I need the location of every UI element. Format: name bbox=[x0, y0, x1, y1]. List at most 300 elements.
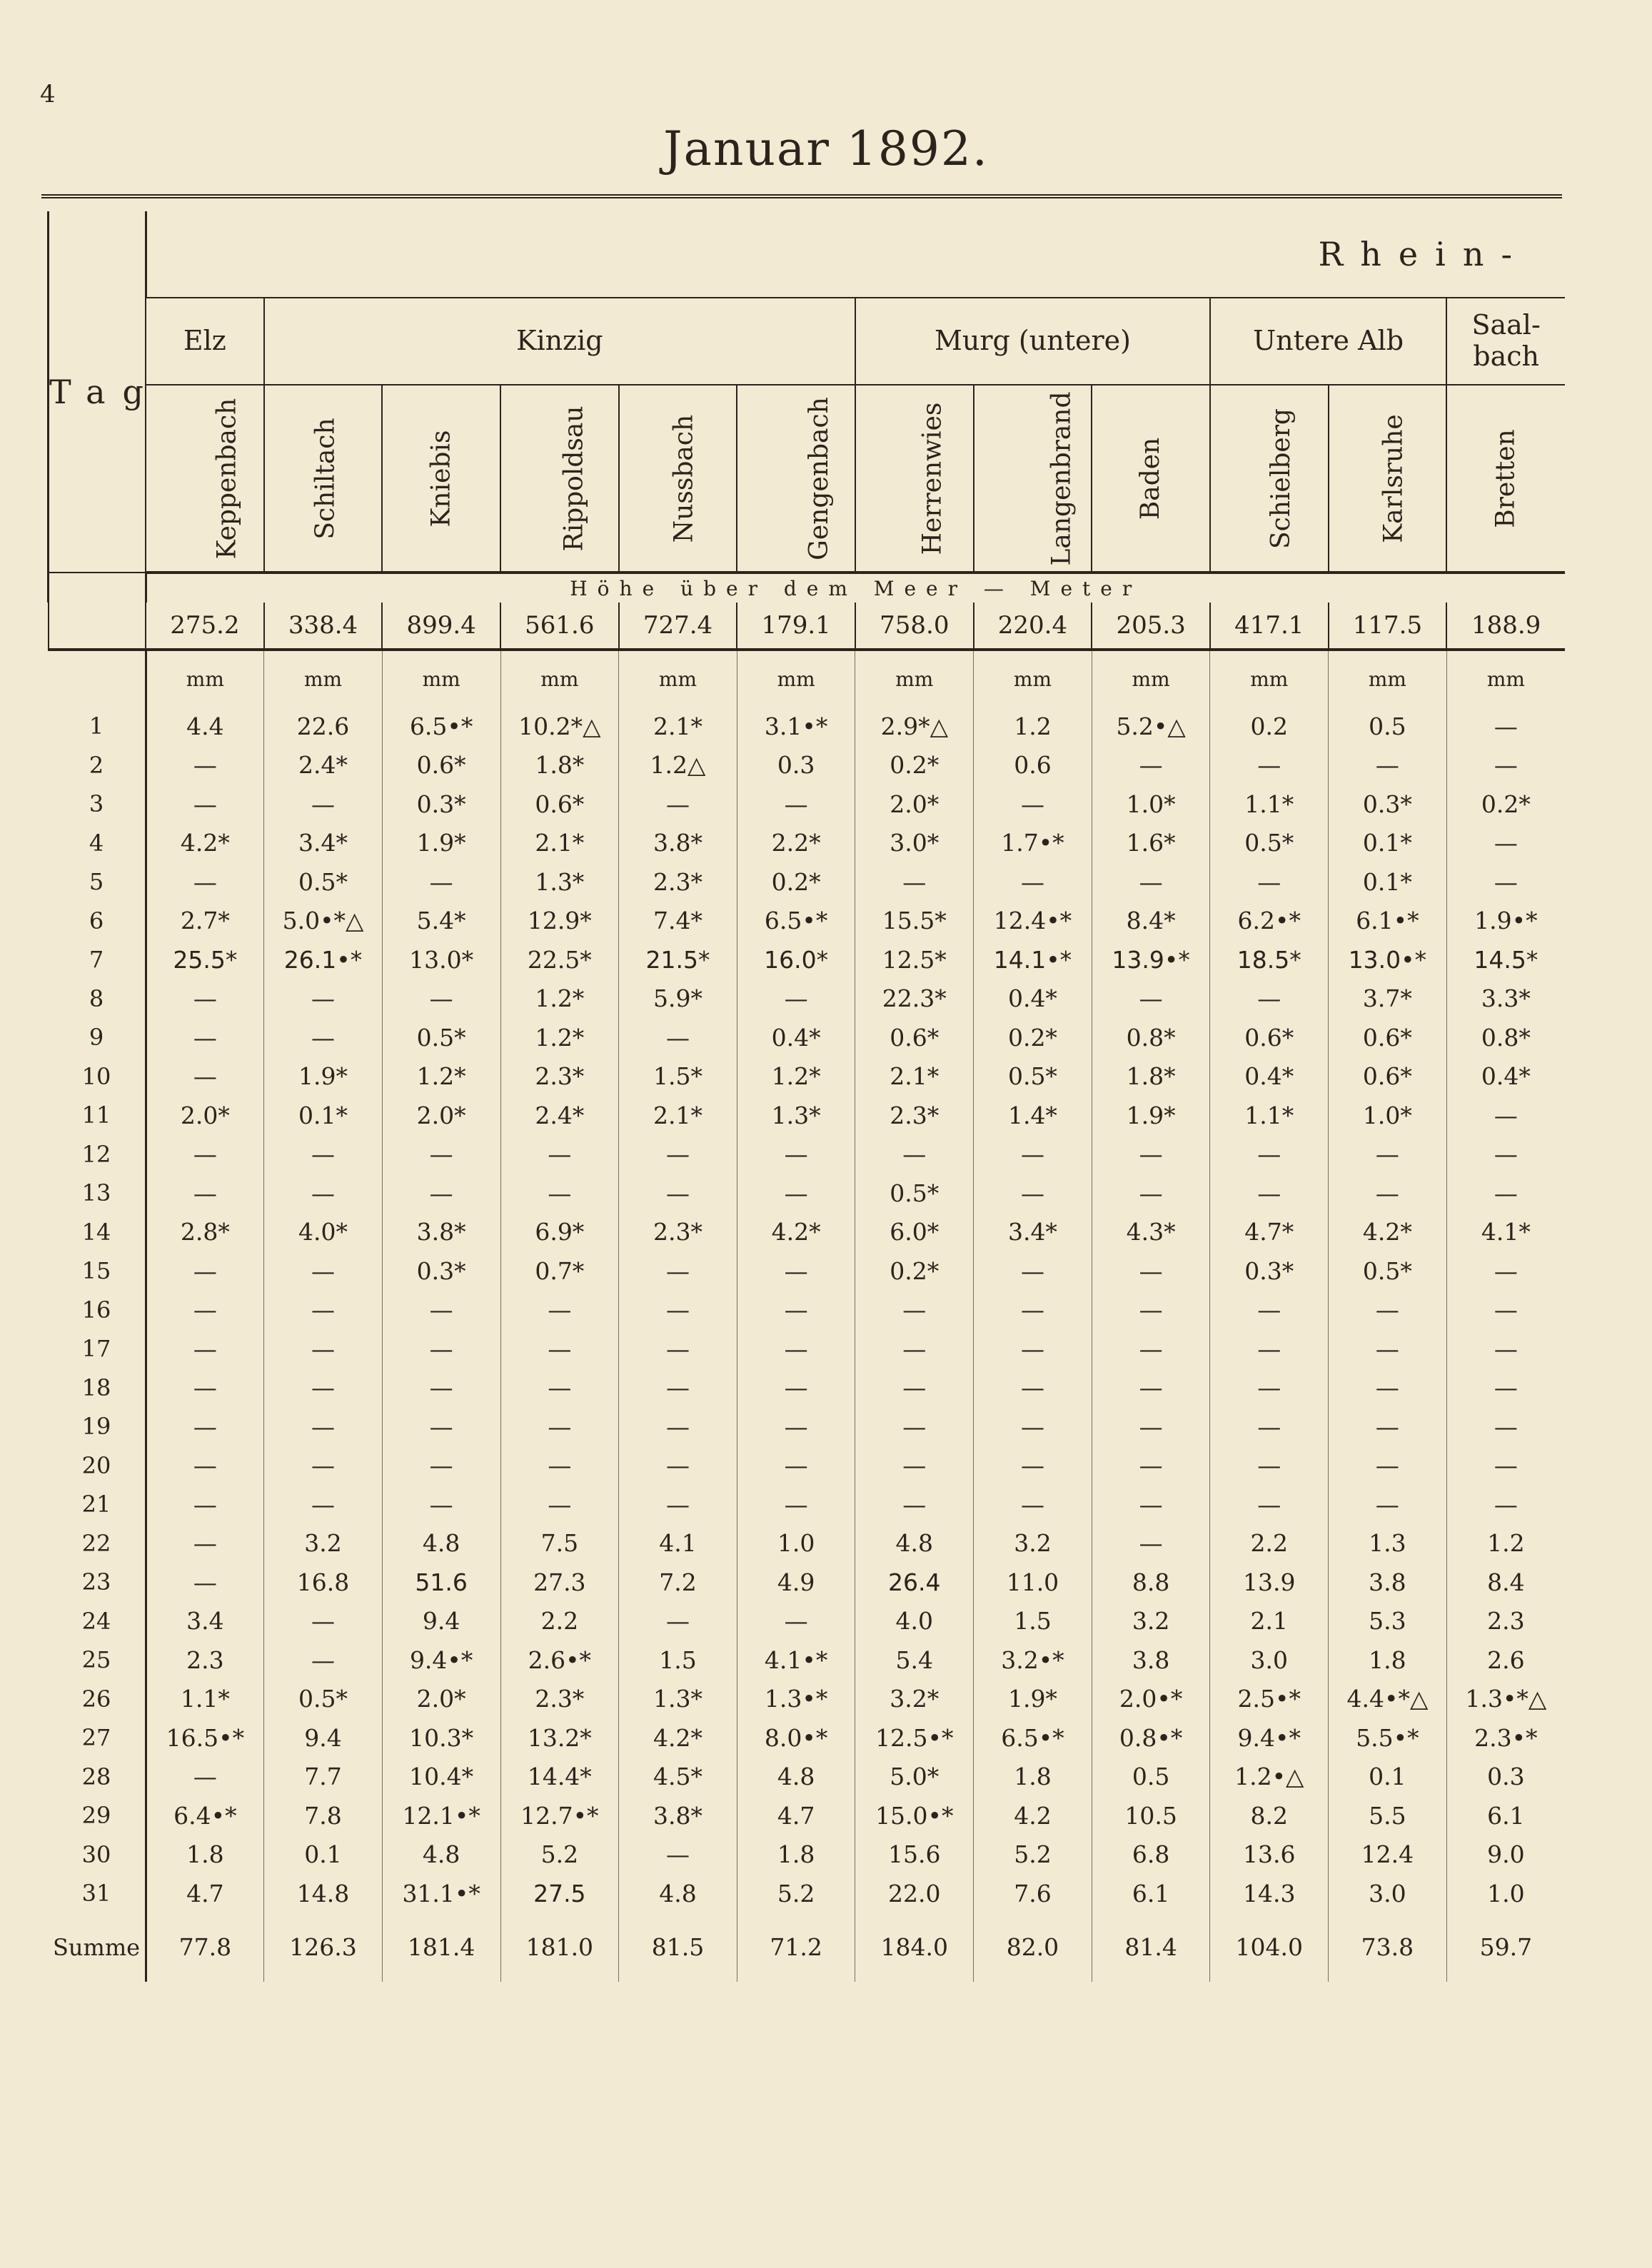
precipitation-table bbox=[47, 211, 1565, 1982]
value-cell: 1.2 bbox=[1446, 1524, 1565, 1563]
value-cell: 0.5* bbox=[264, 1680, 383, 1719]
value-cell: — bbox=[1092, 862, 1210, 902]
value-cell: — bbox=[264, 1135, 383, 1174]
value-cell: 0.6 bbox=[974, 746, 1092, 785]
altitude-cell: 117.5 bbox=[1329, 603, 1447, 650]
value-cell: 0.3* bbox=[1329, 785, 1447, 824]
value-cell: 10.4* bbox=[382, 1758, 500, 1797]
table-row bbox=[49, 1874, 1566, 1913]
value-cell: 2.1 bbox=[1210, 1602, 1329, 1641]
value-cell: 1.3•* bbox=[737, 1680, 855, 1719]
value-cell: 4.2* bbox=[1329, 1213, 1447, 1252]
value-cell: 0.2* bbox=[974, 1018, 1092, 1057]
value-cell: 0.6* bbox=[855, 1018, 974, 1057]
value-cell: 1.0* bbox=[1329, 1096, 1447, 1135]
day-number: 25 bbox=[49, 1640, 146, 1680]
value-cell: — bbox=[382, 1174, 500, 1213]
table-row bbox=[49, 1524, 1566, 1563]
summe-cell: 82.0 bbox=[974, 1913, 1092, 1982]
value-cell: 5.2 bbox=[974, 1835, 1092, 1875]
value-cell: 4.1•* bbox=[737, 1640, 855, 1680]
day-number: 23 bbox=[49, 1563, 146, 1602]
altitude-cell: 179.1 bbox=[737, 603, 855, 650]
value-cell: — bbox=[619, 1407, 737, 1446]
value-cell: 27.5 bbox=[500, 1874, 619, 1913]
station-header bbox=[382, 385, 500, 573]
value-cell: 1.0* bbox=[1092, 785, 1210, 824]
value-cell: — bbox=[737, 1329, 855, 1369]
value-cell: 8.4 bbox=[1446, 1563, 1565, 1602]
day-number: 24 bbox=[49, 1602, 146, 1641]
value-cell: 13.2* bbox=[500, 1718, 619, 1758]
tag-header: Tag bbox=[49, 211, 146, 573]
value-cell: 3.2* bbox=[855, 1680, 974, 1719]
value-cell: — bbox=[619, 1485, 737, 1524]
value-cell: 6.1 bbox=[1092, 1874, 1210, 1913]
value-cell: — bbox=[146, 1291, 264, 1330]
value-cell: — bbox=[974, 785, 1092, 824]
day-number: 5 bbox=[49, 862, 146, 902]
day-number: 15 bbox=[49, 1251, 146, 1291]
table-row bbox=[49, 1796, 1566, 1835]
altitude-cell: 188.9 bbox=[1446, 603, 1565, 650]
unit-cell: mm bbox=[146, 650, 264, 707]
value-cell: — bbox=[1092, 1446, 1210, 1486]
value-cell: — bbox=[146, 1485, 264, 1524]
value-cell: 3.8* bbox=[382, 1213, 500, 1252]
value-cell: 3.8* bbox=[619, 824, 737, 863]
value-cell: 2.8* bbox=[146, 1213, 264, 1252]
value-cell: — bbox=[1092, 979, 1210, 1019]
value-cell: — bbox=[146, 1369, 264, 1408]
summe-cell: 184.0 bbox=[855, 1913, 974, 1982]
value-cell: 1.4* bbox=[974, 1096, 1092, 1135]
value-cell: 4.1 bbox=[619, 1524, 737, 1563]
unit-cell: mm bbox=[1092, 650, 1210, 707]
table-row bbox=[49, 1018, 1566, 1057]
table-row bbox=[49, 1135, 1566, 1174]
value-cell: — bbox=[146, 1407, 264, 1446]
station-header bbox=[619, 385, 737, 573]
unit-cell: mm bbox=[737, 650, 855, 707]
value-cell: 7.6 bbox=[974, 1874, 1092, 1913]
value-cell: 1.8* bbox=[500, 746, 619, 785]
day-number: 14 bbox=[49, 1213, 146, 1252]
day-number: 29 bbox=[49, 1796, 146, 1835]
value-cell: 6.5•* bbox=[974, 1718, 1092, 1758]
summe-cell: 181.4 bbox=[382, 1913, 500, 1982]
day-number: 9 bbox=[49, 1018, 146, 1057]
value-cell: 2.0* bbox=[382, 1680, 500, 1719]
day-number: 11 bbox=[49, 1096, 146, 1135]
value-cell: 4.8 bbox=[619, 1874, 737, 1913]
value-cell: — bbox=[1210, 1446, 1329, 1486]
value-cell: — bbox=[1210, 1329, 1329, 1369]
page-number: 4 bbox=[40, 80, 56, 109]
value-cell: 1.3* bbox=[619, 1680, 737, 1719]
value-cell: — bbox=[146, 1251, 264, 1291]
value-cell: 2.4* bbox=[264, 746, 383, 785]
altitude-cell: 899.4 bbox=[382, 603, 500, 650]
value-cell: 12.4•* bbox=[974, 902, 1092, 941]
summe-cell: 104.0 bbox=[1210, 1913, 1329, 1982]
value-cell: 0.7* bbox=[500, 1251, 619, 1291]
value-cell: — bbox=[619, 1018, 737, 1057]
value-cell: 14.8 bbox=[264, 1874, 383, 1913]
value-cell: 12.5•* bbox=[855, 1718, 974, 1758]
value-cell: — bbox=[619, 1135, 737, 1174]
value-cell: — bbox=[855, 1329, 974, 1369]
value-cell: — bbox=[1092, 1524, 1210, 1563]
value-cell: — bbox=[382, 979, 500, 1019]
value-cell: 10.2*△ bbox=[500, 707, 619, 746]
unit-row bbox=[49, 650, 1566, 707]
value-cell: 3.8 bbox=[1329, 1563, 1447, 1602]
value-cell: 14.4* bbox=[500, 1758, 619, 1797]
value-cell: 5.2 bbox=[500, 1835, 619, 1875]
value-cell: — bbox=[1210, 1485, 1329, 1524]
value-cell: — bbox=[974, 1407, 1092, 1446]
value-cell: 12.7•* bbox=[500, 1796, 619, 1835]
value-cell: 15.5* bbox=[855, 902, 974, 941]
value-cell: 2.0* bbox=[855, 785, 974, 824]
value-cell: 4.2* bbox=[146, 824, 264, 863]
value-cell: 1.8 bbox=[146, 1835, 264, 1875]
value-cell: — bbox=[1329, 1174, 1447, 1213]
value-cell: 2.3 bbox=[146, 1640, 264, 1680]
value-cell: 2.4* bbox=[500, 1096, 619, 1135]
hoehe-label: Höhe über dem Meer — Meter bbox=[146, 573, 1565, 603]
value-cell: — bbox=[1446, 1407, 1565, 1446]
value-cell: 1.9* bbox=[264, 1057, 383, 1097]
value-cell: 2.0•* bbox=[1092, 1680, 1210, 1719]
station-header bbox=[1210, 385, 1329, 573]
value-cell: — bbox=[619, 1446, 737, 1486]
value-cell: — bbox=[382, 1329, 500, 1369]
table-row bbox=[49, 862, 1566, 902]
value-cell: 1.2* bbox=[500, 1018, 619, 1057]
value-cell: 4.7 bbox=[146, 1874, 264, 1913]
value-cell: 2.0* bbox=[382, 1096, 500, 1135]
station-name: Bretten bbox=[1491, 428, 1521, 528]
value-cell: 4.9 bbox=[737, 1563, 855, 1602]
value-cell: — bbox=[146, 1329, 264, 1369]
value-cell: 3.4 bbox=[146, 1602, 264, 1641]
value-cell: — bbox=[1446, 746, 1565, 785]
value-cell: 1.8 bbox=[1329, 1640, 1447, 1680]
value-cell: — bbox=[737, 785, 855, 824]
value-cell: 0.1* bbox=[1329, 862, 1447, 902]
value-cell: — bbox=[619, 1329, 737, 1369]
table-row bbox=[49, 1057, 1566, 1097]
value-cell: 7.5 bbox=[500, 1524, 619, 1563]
day-number: 26 bbox=[49, 1680, 146, 1719]
altitude-cell: 275.2 bbox=[146, 603, 264, 650]
value-cell: 1.2•△ bbox=[1210, 1758, 1329, 1797]
value-cell: 7.2 bbox=[619, 1563, 737, 1602]
value-cell: — bbox=[737, 1135, 855, 1174]
value-cell: 5.3 bbox=[1329, 1602, 1447, 1641]
value-cell: 4.2* bbox=[737, 1213, 855, 1252]
value-cell: — bbox=[146, 1057, 264, 1097]
station-name: Schielberg bbox=[1266, 408, 1296, 549]
value-cell: 1.1* bbox=[1210, 1096, 1329, 1135]
value-cell: — bbox=[974, 1329, 1092, 1369]
value-cell: — bbox=[146, 1446, 264, 1486]
value-cell: — bbox=[500, 1407, 619, 1446]
day-number: 3 bbox=[49, 785, 146, 824]
value-cell: — bbox=[1210, 1369, 1329, 1408]
value-cell: 3.0 bbox=[1210, 1640, 1329, 1680]
value-cell: — bbox=[1446, 1485, 1565, 1524]
value-cell: — bbox=[264, 1018, 383, 1057]
value-cell: 6.8 bbox=[1092, 1835, 1210, 1875]
value-cell: 1.3* bbox=[737, 1096, 855, 1135]
station-header bbox=[974, 385, 1092, 573]
day-number: 6 bbox=[49, 902, 146, 941]
value-cell: 0.3 bbox=[1446, 1758, 1565, 1797]
value-cell: 3.2•* bbox=[974, 1640, 1092, 1680]
value-cell: 27.3 bbox=[500, 1563, 619, 1602]
value-cell: — bbox=[146, 746, 264, 785]
table-row bbox=[49, 746, 1566, 785]
day-number: 27 bbox=[49, 1718, 146, 1758]
value-cell: 2.3* bbox=[500, 1057, 619, 1097]
value-cell: 4.4 bbox=[146, 707, 264, 746]
value-cell: 3.0 bbox=[1329, 1874, 1447, 1913]
value-cell: 8.2 bbox=[1210, 1796, 1329, 1835]
value-cell: — bbox=[974, 1369, 1092, 1408]
value-cell: 2.1* bbox=[855, 1057, 974, 1097]
value-cell: — bbox=[1446, 862, 1565, 902]
value-cell: — bbox=[146, 1758, 264, 1797]
value-cell: 1.9* bbox=[1092, 1096, 1210, 1135]
value-cell: — bbox=[619, 1602, 737, 1641]
value-cell: 6.2•* bbox=[1210, 902, 1329, 941]
station-header bbox=[855, 385, 974, 573]
value-cell: — bbox=[974, 1291, 1092, 1330]
value-cell: 5.0* bbox=[855, 1758, 974, 1797]
value-cell: — bbox=[146, 1524, 264, 1563]
day-number: 28 bbox=[49, 1758, 146, 1797]
value-cell: 0.6* bbox=[1210, 1018, 1329, 1057]
value-cell: 2.0* bbox=[146, 1096, 264, 1135]
table-row bbox=[49, 1213, 1566, 1252]
value-cell: 8.4* bbox=[1092, 902, 1210, 941]
value-cell: 0.6* bbox=[1329, 1018, 1447, 1057]
value-cell: 12.1•* bbox=[382, 1796, 500, 1835]
value-cell: 3.1•* bbox=[737, 707, 855, 746]
value-cell: 31.1•* bbox=[382, 1874, 500, 1913]
value-cell: 0.4* bbox=[974, 979, 1092, 1019]
value-cell: — bbox=[382, 1369, 500, 1408]
value-cell: 6.5•* bbox=[382, 707, 500, 746]
value-cell: 2.3•* bbox=[1446, 1718, 1565, 1758]
value-cell: 3.2 bbox=[264, 1524, 383, 1563]
value-cell: — bbox=[1446, 1251, 1565, 1291]
value-cell: 5.5•* bbox=[1329, 1718, 1447, 1758]
value-cell: 2.3* bbox=[619, 1213, 737, 1252]
value-cell: 2.2 bbox=[1210, 1524, 1329, 1563]
value-cell: 2.7* bbox=[146, 902, 264, 941]
day-number: 8 bbox=[49, 979, 146, 1019]
value-cell: 0.8* bbox=[1446, 1018, 1565, 1057]
altitude-row bbox=[49, 603, 1566, 650]
value-cell: 4.4•*△ bbox=[1329, 1680, 1447, 1719]
value-cell: 6.0* bbox=[855, 1213, 974, 1252]
station-name: Herrenwies bbox=[917, 402, 947, 555]
value-cell: — bbox=[1092, 1135, 1210, 1174]
table-row bbox=[49, 707, 1566, 746]
value-cell: — bbox=[737, 1407, 855, 1446]
station-header bbox=[146, 385, 264, 573]
unit-cell: mm bbox=[1446, 650, 1565, 707]
value-cell: 1.3 bbox=[1329, 1524, 1447, 1563]
table-row bbox=[49, 1407, 1566, 1446]
day-number: 17 bbox=[49, 1329, 146, 1369]
value-cell: 15.6 bbox=[855, 1835, 974, 1875]
altitude-cell: 220.4 bbox=[974, 603, 1092, 650]
value-cell: — bbox=[1092, 746, 1210, 785]
value-cell: 1.2 bbox=[974, 707, 1092, 746]
value-cell: 1.3•*△ bbox=[1446, 1680, 1565, 1719]
station-header bbox=[1092, 385, 1210, 573]
summe-cell: 81.5 bbox=[619, 1913, 737, 1982]
unit-cell: mm bbox=[619, 650, 737, 707]
value-cell: — bbox=[1446, 707, 1565, 746]
value-cell: 1.6* bbox=[1092, 824, 1210, 863]
table-row bbox=[49, 1485, 1566, 1524]
value-cell: — bbox=[855, 1291, 974, 1330]
table-row bbox=[49, 902, 1566, 941]
value-cell: 3.2 bbox=[1092, 1602, 1210, 1641]
table-row bbox=[49, 979, 1566, 1019]
value-cell: — bbox=[382, 1135, 500, 1174]
value-cell: — bbox=[1329, 1407, 1447, 1446]
station-name: Schiltach bbox=[311, 417, 341, 540]
river-header: Saal- bach bbox=[1446, 298, 1565, 385]
value-cell: 1.3* bbox=[500, 862, 619, 902]
value-cell: — bbox=[1092, 1329, 1210, 1369]
value-cell: 13.0* bbox=[382, 940, 500, 979]
value-cell: — bbox=[855, 1407, 974, 1446]
value-cell: — bbox=[1446, 1135, 1565, 1174]
value-cell: 0.5* bbox=[1210, 824, 1329, 863]
value-cell: 1.5 bbox=[619, 1640, 737, 1680]
altitude-cell: 338.4 bbox=[264, 603, 383, 650]
value-cell: — bbox=[264, 1407, 383, 1446]
value-cell: 0.2 bbox=[1210, 707, 1329, 746]
value-cell: 0.5* bbox=[974, 1057, 1092, 1097]
tag-spacer bbox=[49, 573, 146, 603]
station-name: Gengenbach bbox=[805, 396, 835, 560]
value-cell: — bbox=[855, 1369, 974, 1408]
value-cell: 16.0* bbox=[737, 940, 855, 979]
value-cell: 1.9•* bbox=[1446, 902, 1565, 941]
value-cell: 7.7 bbox=[264, 1758, 383, 1797]
value-cell: 14.3 bbox=[1210, 1874, 1329, 1913]
value-cell: — bbox=[974, 1251, 1092, 1291]
value-cell: 1.9* bbox=[382, 824, 500, 863]
value-cell: 1.0 bbox=[737, 1524, 855, 1563]
value-cell: 5.4* bbox=[382, 902, 500, 941]
value-cell: 3.8 bbox=[1092, 1640, 1210, 1680]
hoehe-row bbox=[49, 573, 1566, 603]
value-cell: 9.4 bbox=[382, 1602, 500, 1641]
value-cell: — bbox=[737, 1446, 855, 1486]
value-cell: 12.4 bbox=[1329, 1835, 1447, 1875]
value-cell: 13.0•* bbox=[1329, 940, 1447, 979]
summe-row bbox=[49, 1913, 1566, 1982]
table-row bbox=[49, 1602, 1566, 1641]
value-cell: — bbox=[264, 1446, 383, 1486]
value-cell: — bbox=[619, 1291, 737, 1330]
value-cell: 0.8•* bbox=[1092, 1718, 1210, 1758]
value-cell: — bbox=[1092, 1174, 1210, 1213]
value-cell: 5.2•△ bbox=[1092, 707, 1210, 746]
value-cell: 2.3 bbox=[1446, 1602, 1565, 1641]
value-cell: — bbox=[500, 1369, 619, 1408]
value-cell: — bbox=[1446, 1446, 1565, 1486]
value-cell: 4.7* bbox=[1210, 1213, 1329, 1252]
value-cell: 3.4* bbox=[264, 824, 383, 863]
value-cell: — bbox=[855, 862, 974, 902]
table-row bbox=[49, 1096, 1566, 1135]
value-cell: — bbox=[382, 1446, 500, 1486]
station-header bbox=[264, 385, 383, 573]
value-cell: 5.0•*△ bbox=[264, 902, 383, 941]
value-cell: 0.8* bbox=[1092, 1018, 1210, 1057]
value-cell: — bbox=[146, 1135, 264, 1174]
value-cell: — bbox=[146, 1174, 264, 1213]
value-cell: 4.1* bbox=[1446, 1213, 1565, 1252]
altitude-cell: 561.6 bbox=[500, 603, 619, 650]
unit-cell: mm bbox=[974, 650, 1092, 707]
table-row bbox=[49, 1680, 1566, 1719]
value-cell: — bbox=[737, 1291, 855, 1330]
river-header: Kinzig bbox=[264, 298, 855, 385]
value-cell: 1.1* bbox=[1210, 785, 1329, 824]
value-cell: 16.5•* bbox=[146, 1718, 264, 1758]
value-cell: 14.5* bbox=[1446, 940, 1565, 979]
value-cell: 9.4•* bbox=[1210, 1718, 1329, 1758]
value-cell: 0.3 bbox=[737, 746, 855, 785]
value-cell: — bbox=[1092, 1485, 1210, 1524]
value-cell: — bbox=[382, 862, 500, 902]
value-cell: 0.4* bbox=[1446, 1057, 1565, 1097]
value-cell: — bbox=[1210, 1174, 1329, 1213]
value-cell: 4.7 bbox=[737, 1796, 855, 1835]
value-cell: 4.8 bbox=[737, 1758, 855, 1797]
station-name: Kniebis bbox=[426, 430, 456, 527]
value-cell: 0.5* bbox=[855, 1174, 974, 1213]
value-cell: 0.2* bbox=[855, 1251, 974, 1291]
summe-cell: 71.2 bbox=[737, 1913, 855, 1982]
station-name: Keppenbach bbox=[212, 398, 242, 559]
value-cell: 8.8 bbox=[1092, 1563, 1210, 1602]
value-cell: 1.2* bbox=[500, 979, 619, 1019]
value-cell: — bbox=[1210, 1291, 1329, 1330]
day-number: 12 bbox=[49, 1135, 146, 1174]
region-header-row bbox=[49, 211, 1566, 298]
day-number: 13 bbox=[49, 1174, 146, 1213]
summe-label: Summe bbox=[49, 1913, 146, 1982]
value-cell: — bbox=[382, 1291, 500, 1330]
value-cell: 9.4•* bbox=[382, 1640, 500, 1680]
value-cell: 22.5* bbox=[500, 940, 619, 979]
altitude-cell: 727.4 bbox=[619, 603, 737, 650]
station-name: Karlsruhe bbox=[1379, 413, 1409, 543]
